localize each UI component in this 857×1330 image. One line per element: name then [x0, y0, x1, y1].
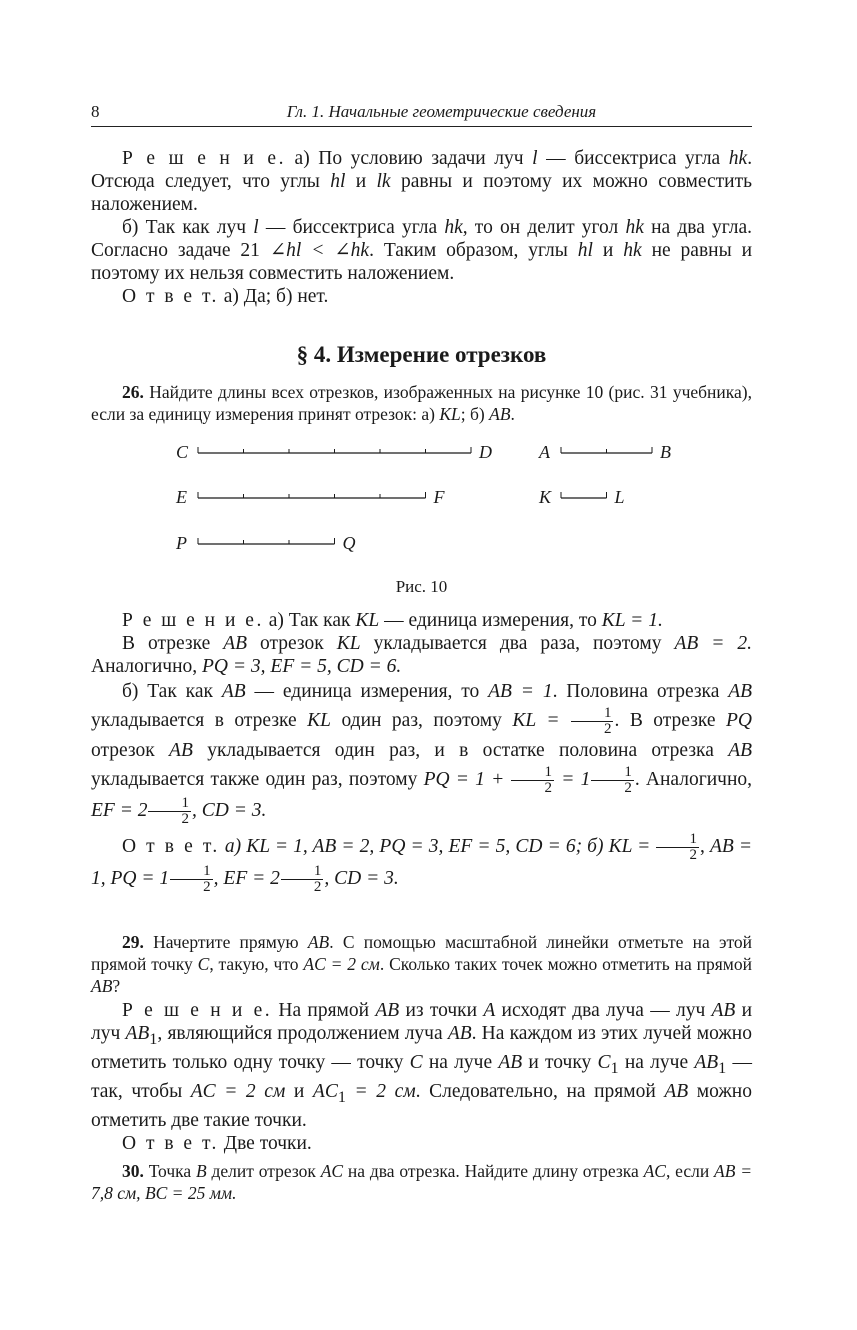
solution-29: Р е ш е н и е. На прямой AB из точки A исходят два луча — луч AB и луч $AB_1$, являющийся продолжением луча AB. На каждом из этих лучей можно отметить только одну точку — точку C на луче AB и точку $C_1$ на луче $AB_1$ — так, чтобы AC = 2 см и $AC_1 = 2$ см. Следовательно, на прямой AB можно отметить две такие точки. О т в е т. Две точки. — [91, 1000, 753, 1154]
problem-26: 26. Найдите длины всех отрезков, изображенных на рисунке 10 (рис. 31 учебника), если за единицу измерения принят отрезок: а) KL; б) AB. — [91, 382, 752, 424]
point-label-A: A — [539, 442, 550, 462]
problem-29: 29. Начертите прямую AB. С помощью масштабной линейки отметьте на этой прямой точку C, такую, что AC = 2 см. Сколько таких точек можно отметить на прямой AB? — [91, 932, 753, 996]
figure-caption: Рис. 10 — [395, 577, 448, 596]
point-label-C: C — [176, 442, 189, 462]
point-label-F: F — [433, 487, 445, 507]
running-title: Гл. 1. Начальные геометрические сведения — [286, 102, 597, 121]
figure-10 — [91, 436, 752, 566]
segment-AB — [538, 442, 671, 462]
problem-30: 30. Точка B делит отрезок AC на два отрезка. Найдите длину отрезка AC, если AB = 7,8 см, BC = 25 мм. — [91, 1161, 753, 1203]
point-label-E: E — [176, 487, 187, 507]
segment-CD — [176, 442, 492, 462]
running-header — [91, 102, 752, 127]
previous-solution: Р е ш е н и е. а) По условию задачи луч l — биссектриса угла hk. Отсюда следует, что углы hl и lk равны и поэтому их можно совместить наложением. б) Так как луч l — биссектриса угла hk, то он делит угол hk на два угла. Согласно задаче 21 ∠hl < ∠hk. Таким образом, углы hl и hk не равны и поэтому их нельзя совместить наложением. О т в е т. а) Да; б) нет. — [91, 148, 753, 307]
segment-EF — [175, 487, 446, 507]
section-title: § 4. Измерение отрезков — [296, 342, 547, 367]
point-label-Q: Q — [342, 533, 356, 553]
point-label-K: K — [539, 487, 552, 507]
page-number: 8 — [91, 102, 100, 121]
solution-26: Р е ш е н и е. а) Так как KL — единица измерения, то KL = 1. В отрезке AB отрезок KL укладывается два раза, поэтому AB = 2. Аналогично, PQ = 3, EF = 5, CD = 6. б) Так как AB — единица измерения, то AB = 1. Половина отрезка AB укладывается в отрезке KL один раз, поэтому KL = $\frac{1}{2}$ . В отрезке PQ отрезок AB укладывается один раз, и в остатке половина отрезка AB укладывается также один раз, поэтому PQ = 1 + $\frac{1}{2}$ = 1 $\frac{1}{2}$ . Аналогично, EF = 2 $\frac{1}{2}$ , CD = 3. О т в е т. а) KL = 1, AB = 2, PQ = 3, EF = 5, CD = 6; б) KL = $\frac{1}{2}$ , AB = 1, PQ = 1 $\frac{1}{2}$ , EF = 2 $\frac{1}{2}$ , CD = 3. — [91, 610, 753, 896]
point-label-L: L — [614, 487, 625, 507]
segment-PQ — [175, 533, 356, 553]
point-label-P: P — [176, 533, 187, 553]
point-label-B: B — [660, 442, 671, 462]
segment-KL — [538, 487, 625, 507]
point-label-D: D — [479, 442, 492, 462]
